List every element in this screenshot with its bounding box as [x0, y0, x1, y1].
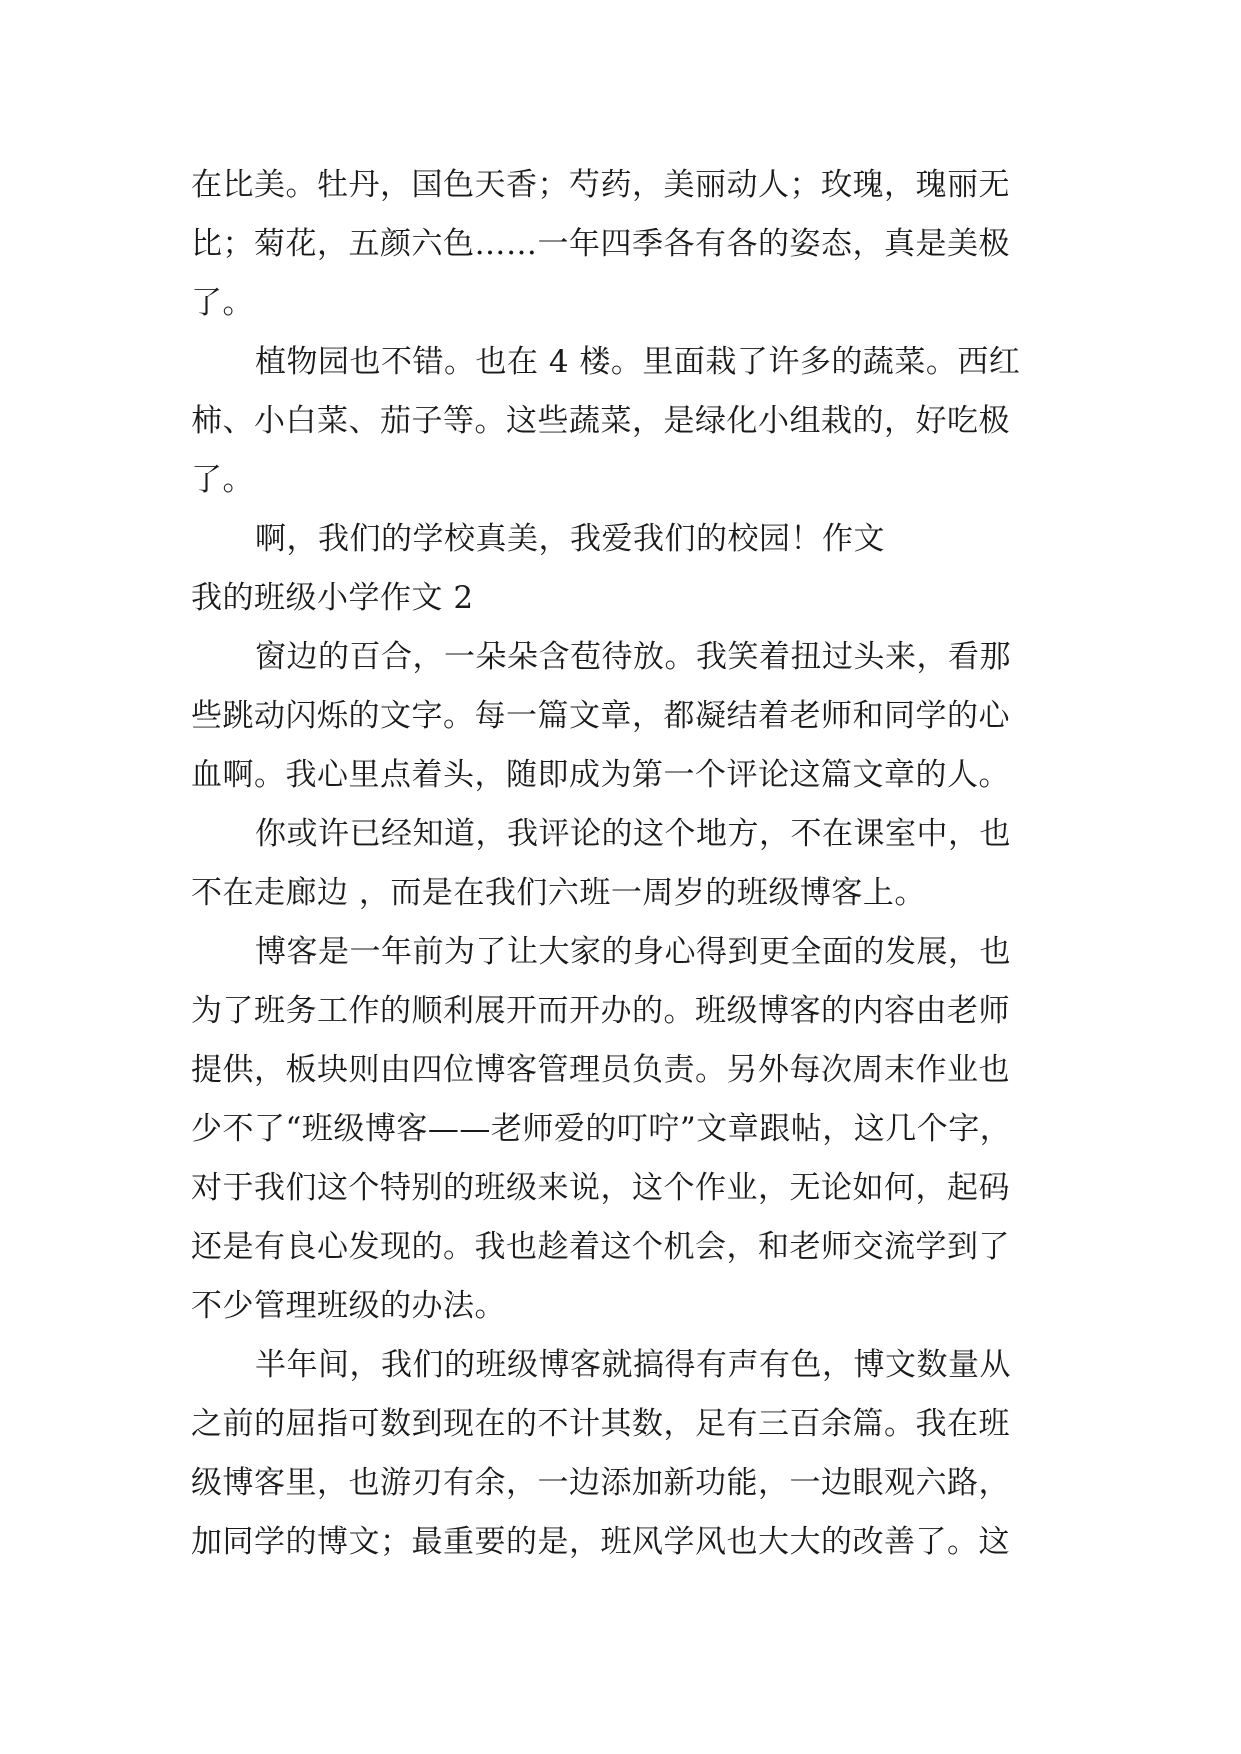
text-line: 提供，板块则由四位博客管理员负责。另外每次周末作业也	[191, 1052, 1010, 1088]
paragraph-start-line: 啊，我们的学校真美，我爱我们的校园！作文	[255, 521, 885, 557]
text-line: 加同学的博文；最重要的是，班风学风也大大的改善了。这	[191, 1524, 1010, 1560]
text-line: 不在走廊边 ，而是在我们六班一周岁的班级博客上。	[191, 875, 926, 911]
text-line: 些跳动闪烁的文字。每一篇文章，都凝结着老师和同学的心	[191, 698, 1010, 734]
paragraph-start-line: 半年间，我们的班级博客就搞得有声有色，博文数量从	[255, 1347, 1011, 1383]
text-line: 不少管理班级的办法。	[191, 1288, 506, 1324]
text-line: 级博客里，也游刃有余，一边添加新功能，一边眼观六路，	[191, 1465, 1010, 1501]
text-line: 之前的屈指可数到现在的不计其数，足有三百余篇。我在班	[191, 1406, 1010, 1442]
document-body	[191, 156, 1071, 1572]
text-line: 比；菊花，五颜六色……一年四季各有各的姿态，真是美极	[191, 226, 1010, 262]
paragraph-start-line: 植物园也不错。也在 4 楼。里面栽了许多的蔬菜。西红	[255, 344, 1021, 380]
text-line: 柿、小白菜、茄子等。这些蔬菜，是绿化小组栽的，好吃极	[191, 403, 1010, 439]
text-line: 为了班务工作的顺利展开而开办的。班级博客的内容由老师	[191, 993, 1010, 1029]
paragraph-start-line: 窗边的百合，一朵朵含苞待放。我笑着扭过头来，看那	[255, 639, 1011, 675]
paragraph-start-line: 你或许已经知道，我评论的这个地方，不在课室中，也	[255, 816, 1011, 852]
text-line: 血啊。我心里点着头，随即成为第一个评论这篇文章的人。	[191, 757, 1010, 793]
essay-title: 我的班级小学作文 2	[191, 580, 474, 616]
text-line: 了。	[191, 462, 254, 498]
paragraph-start-line: 博客是一年前为了让大家的身心得到更全面的发展，也	[255, 934, 1011, 970]
text-line: 在比美。牡丹，国色天香；芍药，美丽动人；玫瑰，瑰丽无	[191, 167, 1010, 203]
text-line: 还是有良心发现的。我也趁着这个机会，和老师交流学到了	[191, 1229, 1010, 1265]
text-line: 了。	[191, 285, 254, 321]
text-line: 少不了“班级博客——老师爱的叮咛”文章跟帖，这几个字，	[191, 1111, 1012, 1147]
text-line: 对于我们这个特别的班级来说，这个作业，无论如何，起码	[191, 1170, 1010, 1206]
